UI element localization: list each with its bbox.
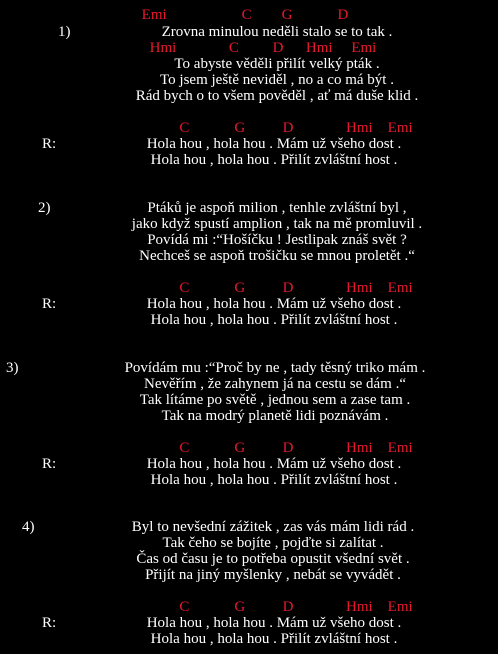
lyric-line: Hola hou , hola hou . Přilít zvláštní host .: [150, 472, 398, 488]
lyric-line: Zrovna minulou neděli stalo se to tak .: [161, 24, 393, 40]
chord-line: C G D Hmi Emi: [179, 280, 413, 296]
chord-line: Hmi C D Hmi Emi: [149, 40, 377, 56]
refrain-label: R:: [42, 456, 57, 472]
verse-number: 2): [38, 200, 51, 216]
lyric-line: Tak na modrý planetě lidi poznávám .: [161, 408, 389, 424]
lyric-line: Povídám mu :“Proč by ne , tady těsný triko mám .: [124, 360, 426, 376]
verse-number: 3): [6, 360, 19, 376]
lyric-line: Povídá mi :“Hošíčku ! Jestlipak znáš svět ?: [147, 232, 407, 248]
verse-number: 4): [22, 519, 35, 535]
chord-line: C G D Hmi Emi: [179, 599, 413, 615]
refrain-label: R:: [42, 136, 57, 152]
refrain-label: R:: [42, 615, 57, 631]
lyric-line: Hola hou , hola hou . Přilít zvláštní host .: [150, 312, 398, 328]
lyric-line: Ptáků je aspoň milion , tenhle zvláštní byl ,: [147, 200, 407, 216]
lyric-line: Tak čeho se bojíte , pojďte si zalítat .: [162, 535, 384, 551]
lyric-line: Čas od času je to potřeba opustit všední svět .: [136, 551, 410, 567]
lyric-line: Byl to nevšední zážitek , zas vás mám lidi rád .: [131, 519, 415, 535]
lyric-line: Hola hou , hola hou . Mám už všeho dost .: [146, 296, 402, 312]
chord-line: C G D Hmi Emi: [179, 120, 413, 136]
lyric-line: Hola hou , hola hou . Přilít zvláštní host .: [150, 631, 398, 647]
lyric-line: To jsem ještě neviděl , no a co má být .: [160, 72, 394, 88]
chord-line: C G D Hmi Emi: [179, 440, 413, 456]
refrain-label: R:: [42, 296, 57, 312]
lyric-line: Hola hou , hola hou . Mám už všeho dost .: [146, 615, 402, 631]
lyric-line: Přijít na jiný myšlenky , nebát se vyvádět .: [145, 567, 401, 583]
lyric-line: Rád bych o to všem pověděl , ať má duše klid .: [135, 88, 419, 104]
lyric-line: Tak lítáme po světě , jednou sem a zase tam .: [139, 392, 411, 408]
lyric-line: Nevěřím , že zahynem já na cestu se dám .“: [144, 376, 406, 392]
lyric-line: To abyste věděli přilít velký pták .: [174, 56, 380, 72]
lyric-line: Nechceš se aspoň trošičku se mnou proletět .“: [139, 248, 415, 264]
verse-number: 1): [58, 24, 71, 40]
lyric-line: Hola hou , hola hou . Mám už všeho dost .: [146, 456, 402, 472]
lyric-line: Hola hou , hola hou . Přilít zvláštní host .: [150, 152, 398, 168]
lyric-line: Hola hou , hola hou . Mám už všeho dost .: [146, 136, 402, 152]
chord-line: Emi C G D: [141, 7, 349, 23]
lyric-line: jako když spustí amplion , tak na mě promluvil .: [131, 216, 423, 232]
